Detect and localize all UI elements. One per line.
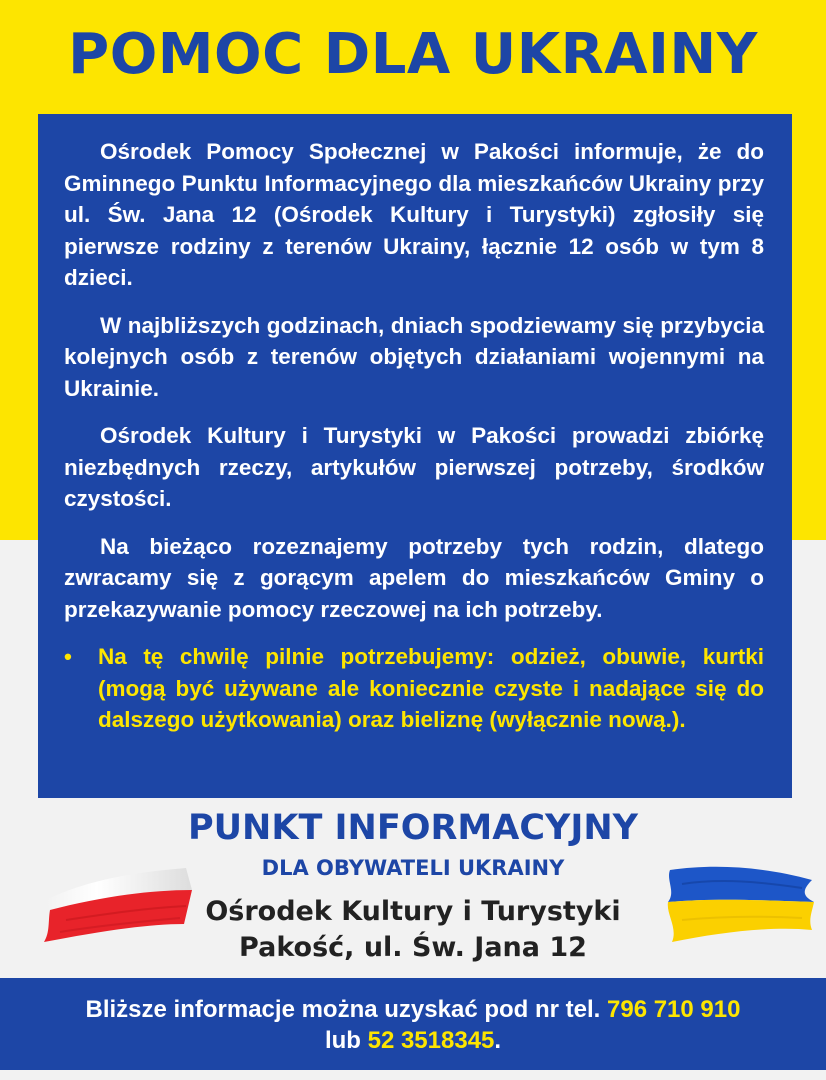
address-line-2: Pakość, ul. Św. Jana 12 bbox=[239, 932, 587, 963]
phone-number-2[interactable]: 52 3518345 bbox=[367, 1027, 495, 1054]
paragraph-3: Ośrodek Kultury i Turystyki w Pakości prowadzi zbiórkę niezbędnych rzeczy, artykułów pierwszej potrzeby, środków czystości. bbox=[64, 423, 764, 511]
contact-footer bbox=[0, 978, 826, 1070]
paragraph-1: Ośrodek Pomocy Społecznej w Pakości informuje, że do Gminnego Punktu Informacyjnego dla mieszkańców Ukrainy przy ul. Św. Jana 12 (Ośrodek Kultury i Turystyki) zgłosiły się pierwsze rodziny z terenów Ukrainy, łącznie 12 osób w tym 8 dzieci. bbox=[64, 139, 764, 290]
address-line-1: Ośrodek Kultury i Turystyki bbox=[205, 896, 621, 927]
bullet-icon: • bbox=[64, 644, 72, 669]
footer-text-1: Bliższe informacje można uzyskać pod nr tel. bbox=[85, 996, 607, 1023]
footer-line-2 bbox=[0, 1025, 826, 1056]
paragraph-2: W najbliższych godzinach, dniach spodziewamy się przybycia kolejnych osób z terenów objętych działaniami wojennymi na Ukrainie. bbox=[64, 312, 764, 401]
footer-line-1 bbox=[0, 994, 826, 1025]
info-point-subtitle: DLA OBYWATELI UKRAINY bbox=[261, 856, 565, 880]
needs-bullet bbox=[64, 641, 764, 736]
footer-text-2: lub bbox=[324, 1027, 368, 1054]
announcement-box bbox=[38, 114, 792, 798]
needs-text: Na tę chwilę pilnie potrzebujemy: odzież, obuwie, kurtki (mogą być używane ale koniecznie czyste i nadające się do dalszego użytkowania) oraz bieliznę (wyłącznie nową.). bbox=[98, 644, 764, 732]
phone-number-1[interactable]: 796 710 910 bbox=[607, 996, 741, 1023]
info-point-title: PUNKT INFORMACYJNY bbox=[187, 808, 639, 848]
paragraph-4: Na bieżąco rozeznajemy potrzeby tych rodzin, dlatego zwracamy się z gorącym apelem do mieszkańców Gminy o przekazywanie pomocy rzeczowej na ich potrzeby. bbox=[64, 533, 764, 622]
page-title: POMOC DLA UKRAINY bbox=[68, 22, 758, 87]
footer-period: . bbox=[494, 1027, 502, 1054]
